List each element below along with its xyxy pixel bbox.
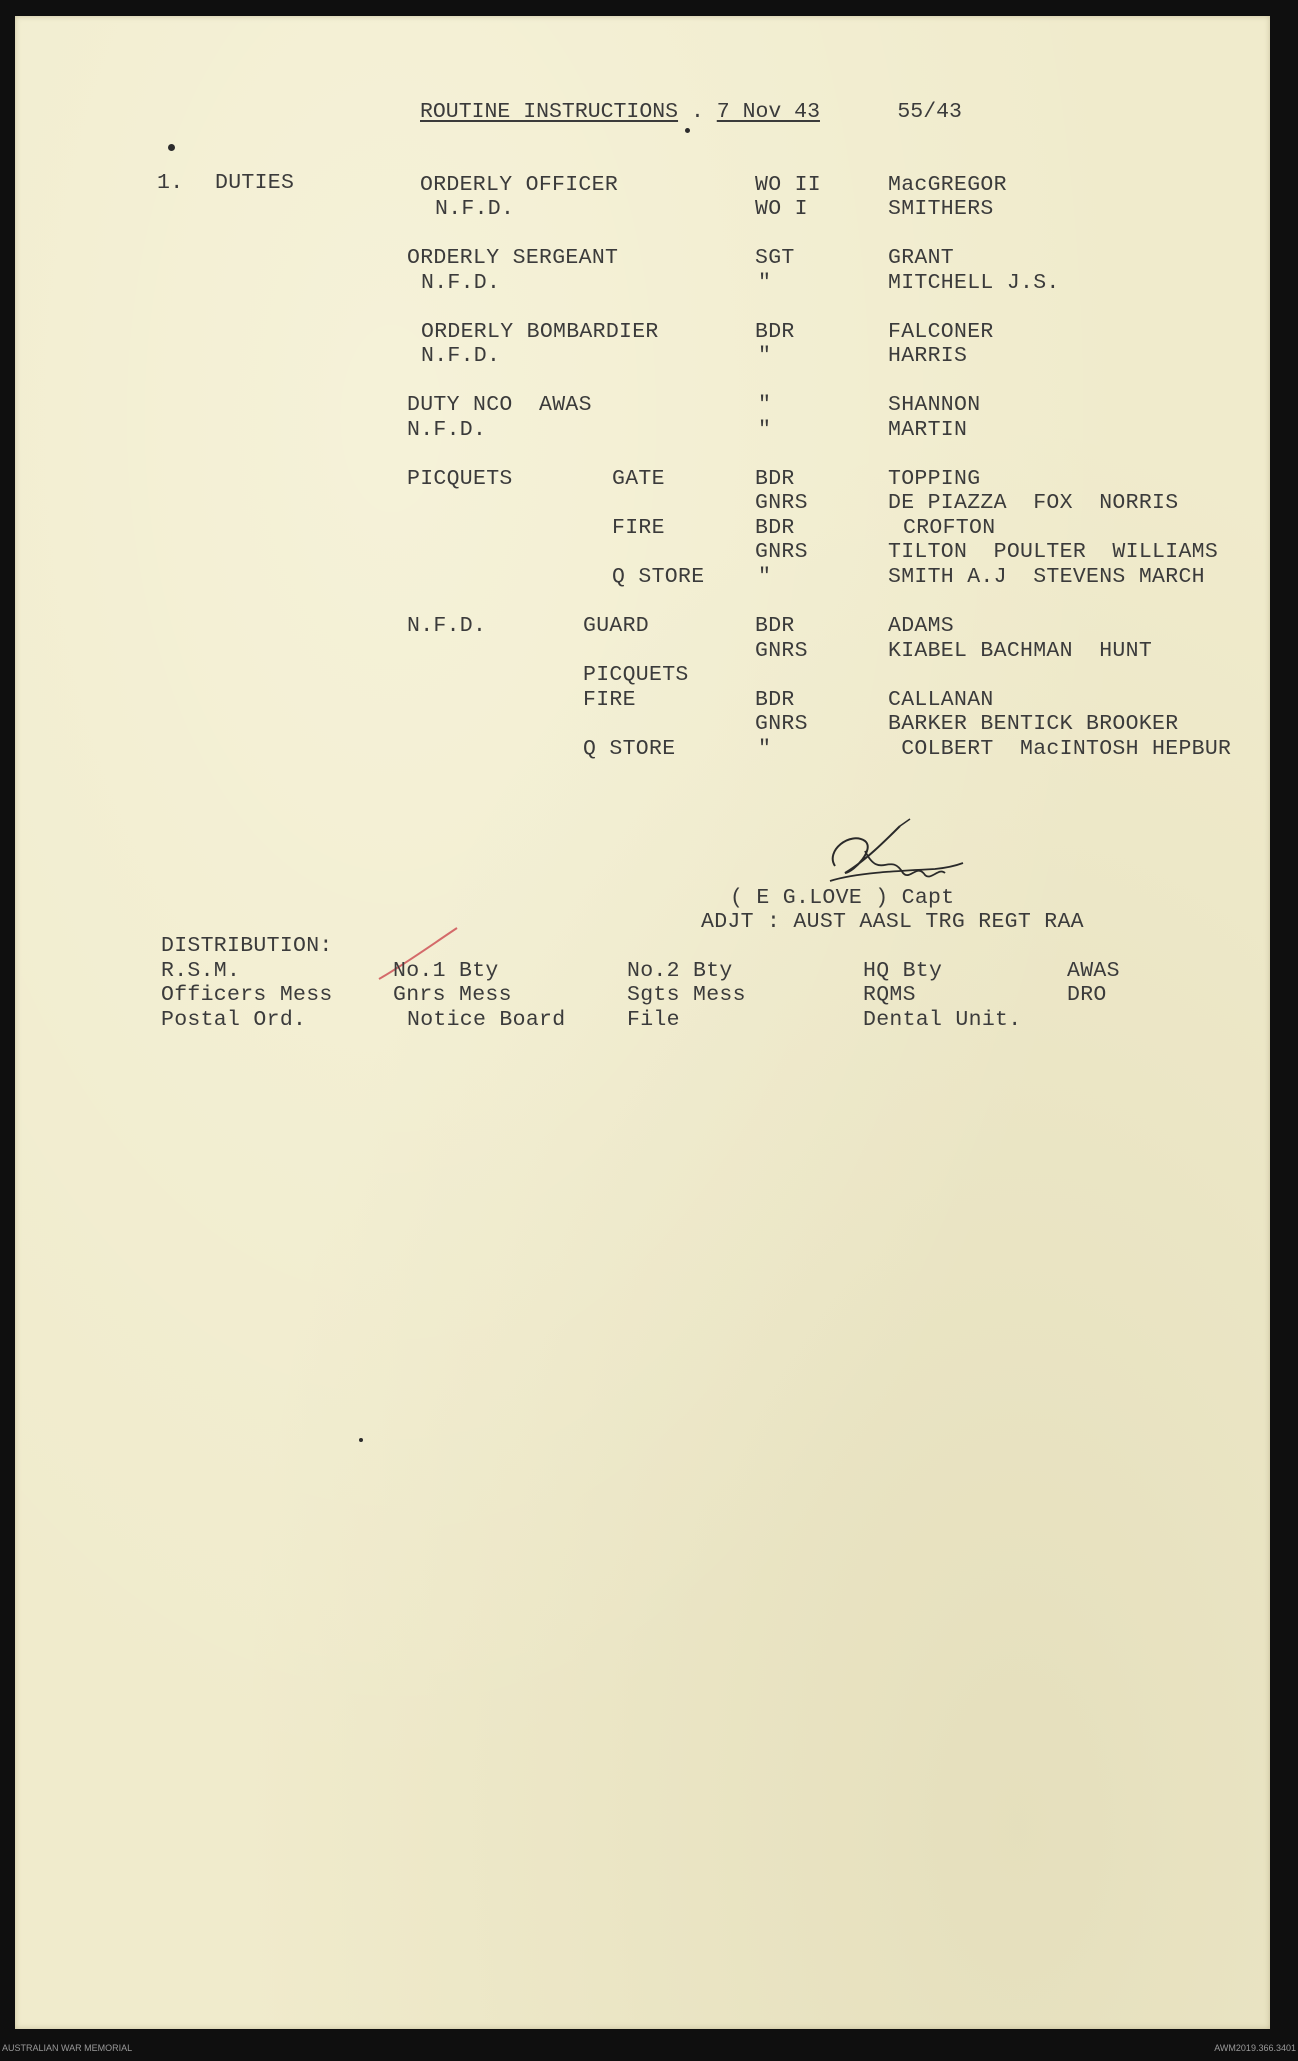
picquet-post: Q STORE	[612, 565, 705, 589]
duty-name: GRANT	[888, 246, 955, 270]
heading-title: ROUTINE INSTRUCTIONS	[420, 100, 679, 124]
duty-rank: "	[758, 344, 772, 368]
nfd-label: N.F.D.	[407, 614, 487, 638]
duty-role: DUTY NCO AWAS	[407, 393, 592, 417]
nfd-names: CALLANAN	[888, 688, 994, 712]
duty-rank: "	[758, 271, 772, 295]
distribution-item: DRO	[1067, 983, 1107, 1007]
nfd-post: Q STORE	[583, 737, 676, 761]
picquet-post: GATE	[612, 467, 665, 491]
document-heading	[420, 100, 962, 124]
distribution-item: Officers Mess	[161, 983, 333, 1007]
nfd-post: FIRE	[583, 688, 636, 712]
picquet-rank: GNRS	[755, 491, 808, 515]
distribution-item: RQMS	[863, 983, 916, 1007]
picquet-rank: GNRS	[755, 540, 808, 564]
duty-name: HARRIS	[888, 344, 968, 368]
duty-rank: WO II	[755, 173, 822, 197]
ink-mark	[168, 144, 175, 151]
duty-name: MITCHELL J.S.	[888, 271, 1060, 295]
duty-role: N.F.D.	[421, 344, 501, 368]
duty-rank: "	[758, 393, 772, 417]
duty-rank: WO I	[755, 197, 808, 221]
nfd-rank: BDR	[755, 688, 795, 712]
nfd-rank: "	[758, 737, 772, 761]
distribution-item: Sgts Mess	[627, 983, 746, 1007]
duty-role: ORDERLY SERGEANT	[407, 246, 619, 270]
nfd-names: ADAMS	[888, 614, 955, 638]
duty-rank: BDR	[755, 320, 795, 344]
section-title: DUTIES	[215, 171, 295, 195]
distribution-item: Postal Ord.	[161, 1008, 307, 1032]
duty-role: ORDERLY OFFICER	[420, 173, 619, 197]
nfd-names: BARKER BENTICK BROOKER	[888, 712, 1179, 736]
duty-rank: SGT	[755, 246, 795, 270]
picquet-names: TILTON POULTER WILLIAMS	[888, 540, 1219, 564]
duty-name: MacGREGOR	[888, 173, 1007, 197]
distribution-item: Notice Board	[407, 1008, 566, 1032]
signatory-name: ( E G.LOVE ) Capt	[730, 886, 955, 910]
duty-role: ORDERLY BOMBARDIER	[421, 320, 659, 344]
heading-separator: .	[690, 100, 704, 124]
nfd-post: PICQUETS	[583, 663, 689, 687]
duty-name: MARTIN	[888, 418, 968, 442]
picquets-label: PICQUETS	[407, 467, 513, 491]
distribution-item: AWAS	[1067, 959, 1120, 983]
duty-role: N.F.D.	[421, 271, 501, 295]
duty-rank: "	[758, 418, 772, 442]
section-number: 1.	[157, 171, 184, 195]
nfd-rank: GNRS	[755, 712, 808, 736]
picquet-names: CROFTON	[903, 516, 996, 540]
duty-name: SMITHERS	[888, 197, 994, 221]
ink-mark	[685, 128, 690, 133]
picquet-names: TOPPING	[888, 467, 981, 491]
nfd-names: KIABEL BACHMAN HUNT	[888, 639, 1153, 663]
picquet-names: SMITH A.J STEVENS MARCH	[888, 565, 1205, 589]
archive-reference: AWM2019.366.3401	[1214, 2043, 1296, 2053]
duty-role: N.F.D.	[407, 418, 487, 442]
heading-number: 55/43	[897, 100, 962, 124]
distribution-item: No.1 Bty	[393, 959, 499, 983]
distribution-item: Gnrs Mess	[393, 983, 512, 1007]
nfd-rank: GNRS	[755, 639, 808, 663]
nfd-rank: BDR	[755, 614, 795, 638]
duty-name: FALCONER	[888, 320, 994, 344]
distribution-item: No.2 Bty	[627, 959, 733, 983]
picquet-post: FIRE	[612, 516, 665, 540]
distribution-item: Dental Unit.	[863, 1008, 1022, 1032]
document-page	[15, 16, 1270, 2029]
ink-mark	[359, 1438, 363, 1442]
picquet-rank: "	[758, 565, 772, 589]
picquet-rank: BDR	[755, 516, 795, 540]
duty-role: N.F.D.	[435, 197, 515, 221]
signatory-title: ADJT : AUST AASL TRG REGT RAA	[701, 910, 1084, 934]
distribution-item: HQ Bty	[863, 959, 943, 983]
picquet-rank: BDR	[755, 467, 795, 491]
picquet-names: DE PIAZZA FOX NORRIS	[888, 491, 1179, 515]
distribution-label: DISTRIBUTION:	[161, 934, 333, 958]
distribution-item: File	[627, 1008, 680, 1032]
distribution-item: R.S.M.	[161, 959, 241, 983]
nfd-names: COLBERT MacINTOSH HEPBUR	[888, 737, 1232, 761]
archive-credit: AUSTRALIAN WAR MEMORIAL	[2, 2043, 133, 2053]
heading-date: 7 Nov 43	[716, 100, 820, 124]
duty-name: SHANNON	[888, 393, 981, 417]
nfd-post: GUARD	[583, 614, 650, 638]
